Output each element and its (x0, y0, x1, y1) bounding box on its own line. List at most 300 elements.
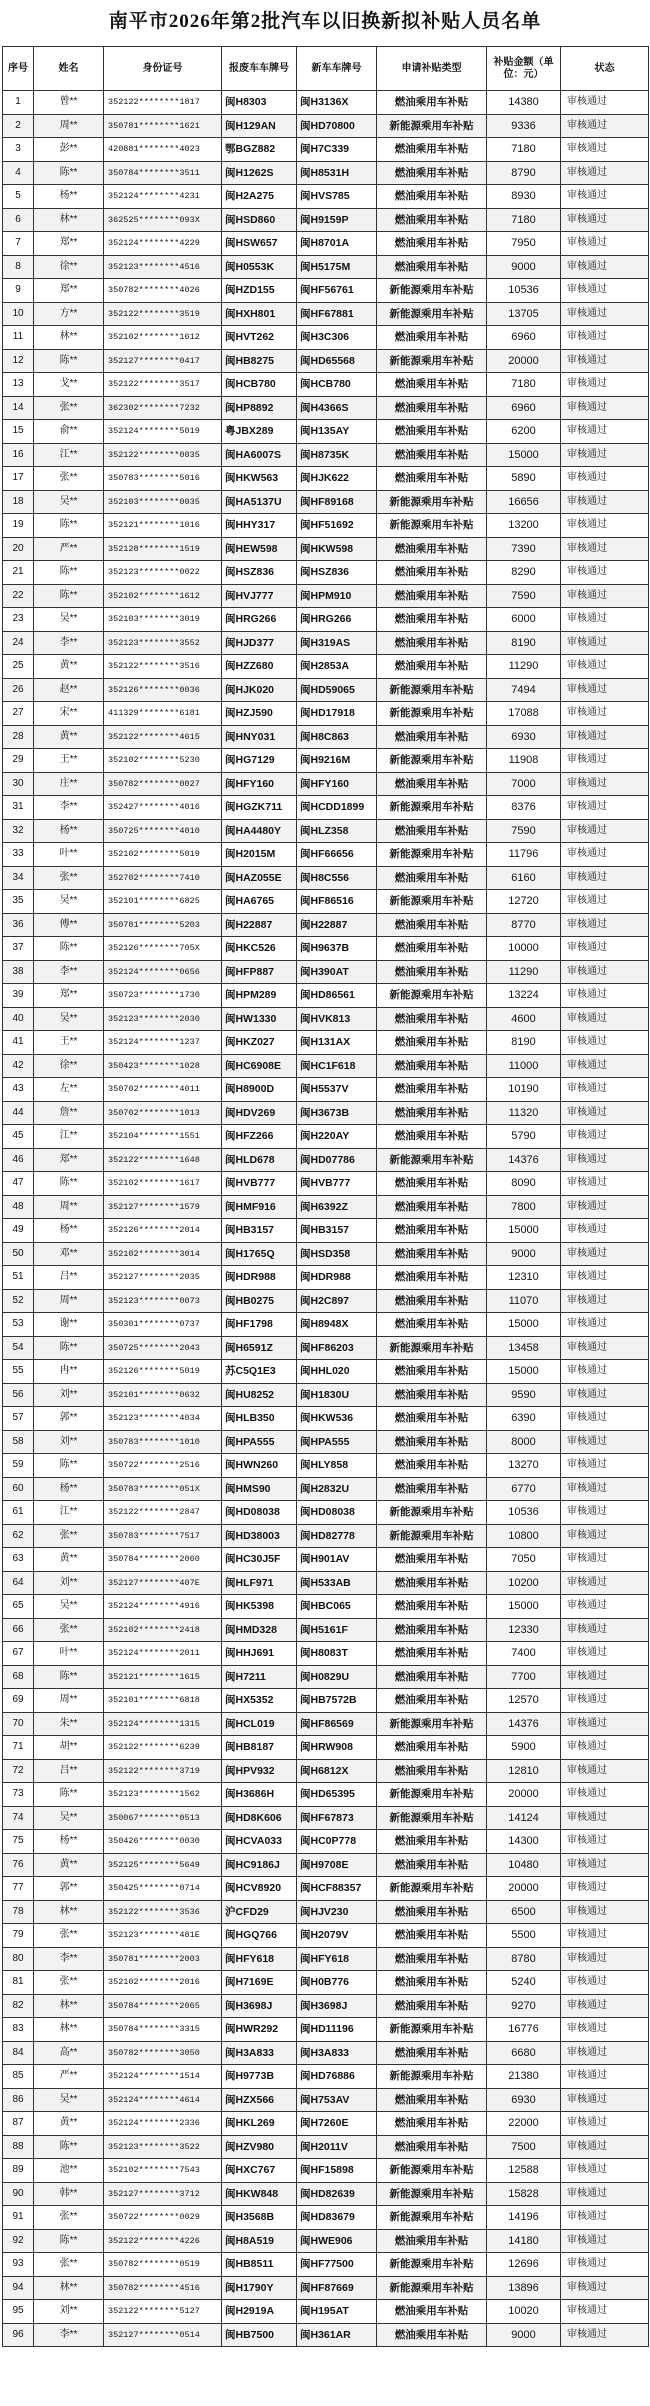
cell-scrapped-plate: 闽HWR292 (222, 2018, 297, 2042)
cell-subsidy-type: 燃油乘用车补贴 (377, 1125, 487, 1149)
table-row (3, 678, 649, 702)
cell-name: 吴** (34, 490, 104, 514)
cell-new-plate: 闽HKW598 (297, 537, 377, 561)
cell-status: 审核通过 (561, 467, 649, 491)
cell-new-plate: 闽HD86561 (297, 984, 377, 1008)
cell-amount: 7500 (487, 2135, 561, 2159)
table-row (3, 1853, 649, 1877)
cell-status: 审核通过 (561, 584, 649, 608)
cell-scrapped-plate: 闽HEW598 (222, 537, 297, 561)
cell-new-plate: 闽HD11196 (297, 2018, 377, 2042)
table-row (3, 2159, 649, 2183)
cell-new-plate: 闽H8531H (297, 161, 377, 185)
table-row (3, 1524, 649, 1548)
cell-scrapped-plate: 闽HWN260 (222, 1454, 297, 1478)
cell-scrapped-plate: 闽HX5352 (222, 1689, 297, 1713)
cell-name: 黄** (34, 2112, 104, 2136)
cell-name: 张** (34, 2206, 104, 2230)
cell-status: 审核通过 (561, 208, 649, 232)
cell-amount: 8376 (487, 796, 561, 820)
table-row (3, 1877, 649, 1901)
cell-id-number: 352123********1562 (104, 1783, 222, 1807)
cell-amount: 15000 (487, 443, 561, 467)
cell-id-number: 352123********4516 (104, 255, 222, 279)
cell-index: 71 (3, 1736, 34, 1760)
cell-name: 李** (34, 1947, 104, 1971)
cell-index: 20 (3, 537, 34, 561)
cell-scrapped-plate: 闽HB8275 (222, 349, 297, 373)
table-row (3, 1994, 649, 2018)
cell-status: 审核通过 (561, 631, 649, 655)
cell-subsidy-type: 燃油乘用车补贴 (377, 91, 487, 115)
table-row (3, 1430, 649, 1454)
cell-name: 杨** (34, 1219, 104, 1243)
table-row (3, 913, 649, 937)
cell-subsidy-type: 燃油乘用车补贴 (377, 1736, 487, 1760)
cell-amount: 15000 (487, 1595, 561, 1619)
cell-subsidy-type: 新能源乘用车补贴 (377, 843, 487, 867)
cell-index: 9 (3, 279, 34, 303)
cell-index: 86 (3, 2088, 34, 2112)
cell-new-plate: 闽H390AT (297, 960, 377, 984)
cell-id-number: 352124********4229 (104, 232, 222, 256)
cell-amount: 14376 (487, 1712, 561, 1736)
cell-subsidy-type: 燃油乘用车补贴 (377, 1289, 487, 1313)
table-row (3, 2206, 649, 2230)
cell-name: 陈** (34, 584, 104, 608)
cell-index: 66 (3, 1618, 34, 1642)
cell-status: 审核通过 (561, 1830, 649, 1854)
cell-name: 林** (34, 208, 104, 232)
cell-subsidy-type: 燃油乘用车补贴 (377, 2112, 487, 2136)
cell-index: 11 (3, 326, 34, 350)
cell-new-plate: 闽H5161F (297, 1618, 377, 1642)
cell-index: 84 (3, 2041, 34, 2065)
cell-amount: 15828 (487, 2182, 561, 2206)
cell-status: 审核通过 (561, 1759, 649, 1783)
cell-id-number: 352124********0656 (104, 960, 222, 984)
cell-amount: 5900 (487, 1736, 561, 1760)
cell-index: 31 (3, 796, 34, 820)
cell-id-number: 350784********2065 (104, 1994, 222, 2018)
cell-new-plate: 闽H5537V (297, 1078, 377, 1102)
cell-name: 俞** (34, 420, 104, 444)
cell-status: 审核通过 (561, 1501, 649, 1525)
cell-scrapped-plate: 闽HB3157 (222, 1219, 297, 1243)
table-row (3, 1712, 649, 1736)
cell-status: 审核通过 (561, 1736, 649, 1760)
cell-index: 17 (3, 467, 34, 491)
cell-scrapped-plate: 闽HKZ027 (222, 1031, 297, 1055)
table-row (3, 185, 649, 209)
table-row (3, 514, 649, 538)
cell-amount: 10800 (487, 1524, 561, 1548)
cell-status: 审核通过 (561, 913, 649, 937)
cell-id-number: 352122********2847 (104, 1501, 222, 1525)
cell-subsidy-type: 新能源乘用车补贴 (377, 1783, 487, 1807)
cell-id-number: 350426********0030 (104, 1830, 222, 1854)
cell-index: 96 (3, 2323, 34, 2347)
cell-index: 8 (3, 255, 34, 279)
cell-new-plate: 闽H7C339 (297, 138, 377, 162)
cell-status: 审核通过 (561, 2229, 649, 2253)
cell-status: 审核通过 (561, 349, 649, 373)
cell-name: 邓** (34, 1242, 104, 1266)
cell-name: 李** (34, 960, 104, 984)
cell-index: 45 (3, 1125, 34, 1149)
cell-name: 李** (34, 631, 104, 655)
cell-scrapped-plate: 闽HAZ055E (222, 866, 297, 890)
cell-amount: 11796 (487, 843, 561, 867)
cell-amount: 7390 (487, 537, 561, 561)
cell-index: 5 (3, 185, 34, 209)
cell-subsidy-type: 燃油乘用车补贴 (377, 1642, 487, 1666)
cell-subsidy-type: 新能源乘用车补贴 (377, 2253, 487, 2277)
cell-id-number: 352127********2035 (104, 1266, 222, 1290)
table-row (3, 420, 649, 444)
cell-index: 75 (3, 1830, 34, 1854)
cell-scrapped-plate: 闽H1790Y (222, 2276, 297, 2300)
cell-index: 3 (3, 138, 34, 162)
cell-amount: 8190 (487, 631, 561, 655)
cell-subsidy-type: 燃油乘用车补贴 (377, 1853, 487, 1877)
cell-scrapped-plate: 闽H129AN (222, 114, 297, 138)
cell-new-plate: 闽H220AY (297, 1125, 377, 1149)
cell-subsidy-type: 燃油乘用车补贴 (377, 396, 487, 420)
cell-id-number: 350722********2516 (104, 1454, 222, 1478)
cell-status: 审核通过 (561, 1477, 649, 1501)
cell-index: 69 (3, 1689, 34, 1713)
cell-subsidy-type: 新能源乘用车补贴 (377, 514, 487, 538)
cell-subsidy-type: 燃油乘用车补贴 (377, 420, 487, 444)
cell-id-number: 352122********6239 (104, 1736, 222, 1760)
cell-name: 杨** (34, 819, 104, 843)
cell-amount: 22000 (487, 2112, 561, 2136)
table-row (3, 2182, 649, 2206)
cell-new-plate: 闽HD59065 (297, 678, 377, 702)
cell-new-plate: 闽H3C306 (297, 326, 377, 350)
cell-name: 陈** (34, 1454, 104, 1478)
cell-subsidy-type: 燃油乘用车补贴 (377, 1383, 487, 1407)
cell-name: 张** (34, 467, 104, 491)
cell-amount: 13224 (487, 984, 561, 1008)
cell-status: 审核通过 (561, 138, 649, 162)
cell-subsidy-type: 燃油乘用车补贴 (377, 1007, 487, 1031)
cell-id-number: 350782********0027 (104, 772, 222, 796)
cell-new-plate: 闽HD82778 (297, 1524, 377, 1548)
table-row (3, 890, 649, 914)
cell-amount: 10200 (487, 1571, 561, 1595)
cell-name: 陈** (34, 1665, 104, 1689)
cell-scrapped-plate: 闽HLF971 (222, 1571, 297, 1595)
cell-new-plate: 闽HPA555 (297, 1430, 377, 1454)
cell-index: 67 (3, 1642, 34, 1666)
cell-amount: 6960 (487, 326, 561, 350)
cell-id-number: 352122********4226 (104, 2229, 222, 2253)
cell-status: 审核通过 (561, 443, 649, 467)
cell-amount: 14124 (487, 1806, 561, 1830)
cell-id-number: 352122********0035 (104, 443, 222, 467)
cell-name: 宋** (34, 702, 104, 726)
cell-scrapped-plate: 闽HC30J5F (222, 1548, 297, 1572)
table-row (3, 1830, 649, 1854)
cell-scrapped-plate: 闽HLD678 (222, 1148, 297, 1172)
cell-id-number: 352122********1648 (104, 1148, 222, 1172)
table-row (3, 1219, 649, 1243)
cell-amount: 6390 (487, 1407, 561, 1431)
cell-new-plate: 闽HF77500 (297, 2253, 377, 2277)
cell-id-number: 350784********3511 (104, 161, 222, 185)
cell-status: 审核通过 (561, 2041, 649, 2065)
cell-new-plate: 闽HJV230 (297, 1900, 377, 1924)
cell-amount: 9000 (487, 1242, 561, 1266)
cell-index: 2 (3, 114, 34, 138)
cell-id-number: 352127********1579 (104, 1195, 222, 1219)
cell-amount: 12310 (487, 1266, 561, 1290)
cell-scrapped-plate: 鄂BGZ882 (222, 138, 297, 162)
cell-new-plate: 闽H7260E (297, 2112, 377, 2136)
table-row (3, 1548, 649, 1572)
cell-new-plate: 闽H8C863 (297, 725, 377, 749)
cell-scrapped-plate: 闽HLB350 (222, 1407, 297, 1431)
cell-index: 35 (3, 890, 34, 914)
cell-id-number: 362525********093X (104, 208, 222, 232)
cell-new-plate: 闽H8083T (297, 1642, 377, 1666)
table-row (3, 796, 649, 820)
cell-new-plate: 闽HD08038 (297, 1501, 377, 1525)
cell-amount: 10536 (487, 1501, 561, 1525)
cell-index: 90 (3, 2182, 34, 2206)
cell-status: 审核通过 (561, 2159, 649, 2183)
table-row (3, 631, 649, 655)
cell-scrapped-plate: 粤JBX289 (222, 420, 297, 444)
cell-new-plate: 闽H135AY (297, 420, 377, 444)
cell-new-plate: 闽HJK622 (297, 467, 377, 491)
cell-id-number: 350783********051X (104, 1477, 222, 1501)
cell-id-number: 350067********0513 (104, 1806, 222, 1830)
cell-id-number: 352102********2418 (104, 1618, 222, 1642)
cell-index: 13 (3, 373, 34, 397)
cell-status: 审核通过 (561, 161, 649, 185)
cell-subsidy-type: 燃油乘用车补贴 (377, 631, 487, 655)
cell-amount: 8930 (487, 185, 561, 209)
cell-new-plate: 闽HD83679 (297, 2206, 377, 2230)
cell-new-plate: 闽H5175M (297, 255, 377, 279)
cell-name: 冉** (34, 1360, 104, 1384)
table-row (3, 655, 649, 679)
cell-id-number: 352125********5649 (104, 1853, 222, 1877)
cell-new-plate: 闽HVS785 (297, 185, 377, 209)
table-row (3, 443, 649, 467)
cell-name: 赵** (34, 678, 104, 702)
cell-status: 审核通过 (561, 1548, 649, 1572)
cell-id-number: 352102********1617 (104, 1172, 222, 1196)
cell-id-number: 352104********1551 (104, 1125, 222, 1149)
cell-subsidy-type: 新能源乘用车补贴 (377, 2206, 487, 2230)
cell-new-plate: 闽HLZ358 (297, 819, 377, 843)
cell-id-number: 350784********3315 (104, 2018, 222, 2042)
table-row (3, 2041, 649, 2065)
cell-name: 朱** (34, 1712, 104, 1736)
table-row (3, 1407, 649, 1431)
cell-id-number: 352123********481E (104, 1924, 222, 1948)
cell-amount: 11908 (487, 749, 561, 773)
cell-status: 审核通过 (561, 1266, 649, 1290)
cell-new-plate: 闽HF86569 (297, 1712, 377, 1736)
cell-scrapped-plate: 闽H9773B (222, 2065, 297, 2089)
cell-status: 审核通过 (561, 1642, 649, 1666)
cell-scrapped-plate: 闽HVJ777 (222, 584, 297, 608)
cell-new-plate: 闽H195AT (297, 2300, 377, 2324)
cell-subsidy-type: 新能源乘用车补贴 (377, 349, 487, 373)
cell-id-number: 352124********2011 (104, 1642, 222, 1666)
cell-name: 陈** (34, 349, 104, 373)
cell-amount: 13705 (487, 302, 561, 326)
cell-subsidy-type: 燃油乘用车补贴 (377, 208, 487, 232)
table-row (3, 608, 649, 632)
cell-subsidy-type: 燃油乘用车补贴 (377, 326, 487, 350)
cell-amount: 7180 (487, 208, 561, 232)
cell-scrapped-plate: 闽HFP887 (222, 960, 297, 984)
cell-status: 审核通过 (561, 2135, 649, 2159)
cell-id-number: 352121********1016 (104, 514, 222, 538)
cell-id-number: 350783********7517 (104, 1524, 222, 1548)
cell-new-plate: 闽H6812X (297, 1759, 377, 1783)
cell-status: 审核通过 (561, 1031, 649, 1055)
cell-name: 陈** (34, 2229, 104, 2253)
cell-new-plate: 闽H2853A (297, 655, 377, 679)
cell-amount: 17088 (487, 702, 561, 726)
cell-name: 黄** (34, 1548, 104, 1572)
cell-new-plate: 闽H8701A (297, 232, 377, 256)
table-row (3, 843, 649, 867)
cell-status: 审核通过 (561, 608, 649, 632)
cell-index: 89 (3, 2159, 34, 2183)
table-row (3, 2018, 649, 2042)
table-row (3, 772, 649, 796)
cell-index: 46 (3, 1148, 34, 1172)
cell-status: 审核通过 (561, 1148, 649, 1172)
cell-subsidy-type: 燃油乘用车补贴 (377, 1172, 487, 1196)
cell-new-plate: 闽H9708E (297, 1853, 377, 1877)
cell-id-number: 352124********1514 (104, 2065, 222, 2089)
table-row (3, 1665, 649, 1689)
table-row (3, 1736, 649, 1760)
header-id-number: 身份证号 (104, 47, 222, 91)
cell-amount: 6000 (487, 608, 561, 632)
cell-scrapped-plate: 闽H7211 (222, 1665, 297, 1689)
cell-amount: 5790 (487, 1125, 561, 1149)
cell-status: 审核通过 (561, 1454, 649, 1478)
table-row (3, 2300, 649, 2324)
cell-name: 刘** (34, 1383, 104, 1407)
cell-id-number: 352122********3719 (104, 1759, 222, 1783)
cell-amount: 6160 (487, 866, 561, 890)
cell-index: 37 (3, 937, 34, 961)
cell-amount: 7050 (487, 1548, 561, 1572)
table-row (3, 467, 649, 491)
cell-index: 83 (3, 2018, 34, 2042)
cell-amount: 13458 (487, 1336, 561, 1360)
cell-status: 审核通过 (561, 1242, 649, 1266)
cell-name: 郑** (34, 984, 104, 1008)
cell-new-plate: 闽HD65395 (297, 1783, 377, 1807)
cell-amount: 7700 (487, 1665, 561, 1689)
cell-amount: 6500 (487, 1900, 561, 1924)
cell-subsidy-type: 燃油乘用车补贴 (377, 2041, 487, 2065)
cell-scrapped-plate: 闽HHJ691 (222, 1642, 297, 1666)
table-row (3, 114, 649, 138)
cell-status: 审核通过 (561, 537, 649, 561)
cell-name: 杨** (34, 185, 104, 209)
cell-new-plate: 闽H1830U (297, 1383, 377, 1407)
cell-scrapped-plate: 闽HF1798 (222, 1313, 297, 1337)
cell-id-number: 352102********2016 (104, 1971, 222, 1995)
cell-status: 审核通过 (561, 1924, 649, 1948)
cell-status: 审核通过 (561, 1195, 649, 1219)
table-row (3, 232, 649, 256)
cell-id-number: 350782********4026 (104, 279, 222, 303)
cell-name: 刘** (34, 1430, 104, 1454)
cell-subsidy-type: 燃油乘用车补贴 (377, 2323, 487, 2347)
cell-status: 审核通过 (561, 1360, 649, 1384)
cell-new-plate: 闽HF15898 (297, 2159, 377, 2183)
cell-name: 林** (34, 1900, 104, 1924)
cell-index: 19 (3, 514, 34, 538)
cell-status: 审核通过 (561, 302, 649, 326)
cell-scrapped-plate: 闽H0553K (222, 255, 297, 279)
header-index: 序号 (3, 47, 34, 91)
cell-amount: 6930 (487, 725, 561, 749)
cell-id-number: 350722********0029 (104, 2206, 222, 2230)
cell-id-number: 352124********2336 (104, 2112, 222, 2136)
cell-id-number: 411329********6181 (104, 702, 222, 726)
cell-new-plate: 闽HVK813 (297, 1007, 377, 1031)
table-row (3, 1266, 649, 1290)
table-row (3, 2088, 649, 2112)
cell-index: 25 (3, 655, 34, 679)
cell-scrapped-plate: 闽HCV8920 (222, 1877, 297, 1901)
cell-status: 审核通过 (561, 1618, 649, 1642)
cell-name: 张** (34, 1618, 104, 1642)
cell-amount: 8190 (487, 1031, 561, 1055)
cell-index: 16 (3, 443, 34, 467)
cell-amount: 12330 (487, 1618, 561, 1642)
cell-amount: 11290 (487, 655, 561, 679)
table-row (3, 2276, 649, 2300)
cell-status: 审核通过 (561, 866, 649, 890)
cell-amount: 11000 (487, 1054, 561, 1078)
cell-id-number: 352121********1615 (104, 1665, 222, 1689)
cell-subsidy-type: 燃油乘用车补贴 (377, 1242, 487, 1266)
cell-subsidy-type: 燃油乘用车补贴 (377, 655, 487, 679)
cell-id-number: 350725********4010 (104, 819, 222, 843)
cell-status: 审核通过 (561, 1078, 649, 1102)
cell-name: 严** (34, 2065, 104, 2089)
cell-scrapped-plate: 闽HVB777 (222, 1172, 297, 1196)
cell-scrapped-plate: 闽HSW657 (222, 232, 297, 256)
cell-id-number: 352123********3522 (104, 2135, 222, 2159)
cell-scrapped-plate: 闽HZV980 (222, 2135, 297, 2159)
cell-scrapped-plate: 闽HCVA033 (222, 1830, 297, 1854)
cell-id-number: 352122********3516 (104, 655, 222, 679)
cell-name: 曾** (34, 91, 104, 115)
cell-subsidy-type: 燃油乘用车补贴 (377, 1900, 487, 1924)
cell-id-number: 352127********407E (104, 1571, 222, 1595)
cell-name: 陈** (34, 1336, 104, 1360)
cell-subsidy-type: 燃油乘用车补贴 (377, 1407, 487, 1431)
cell-amount: 7590 (487, 584, 561, 608)
